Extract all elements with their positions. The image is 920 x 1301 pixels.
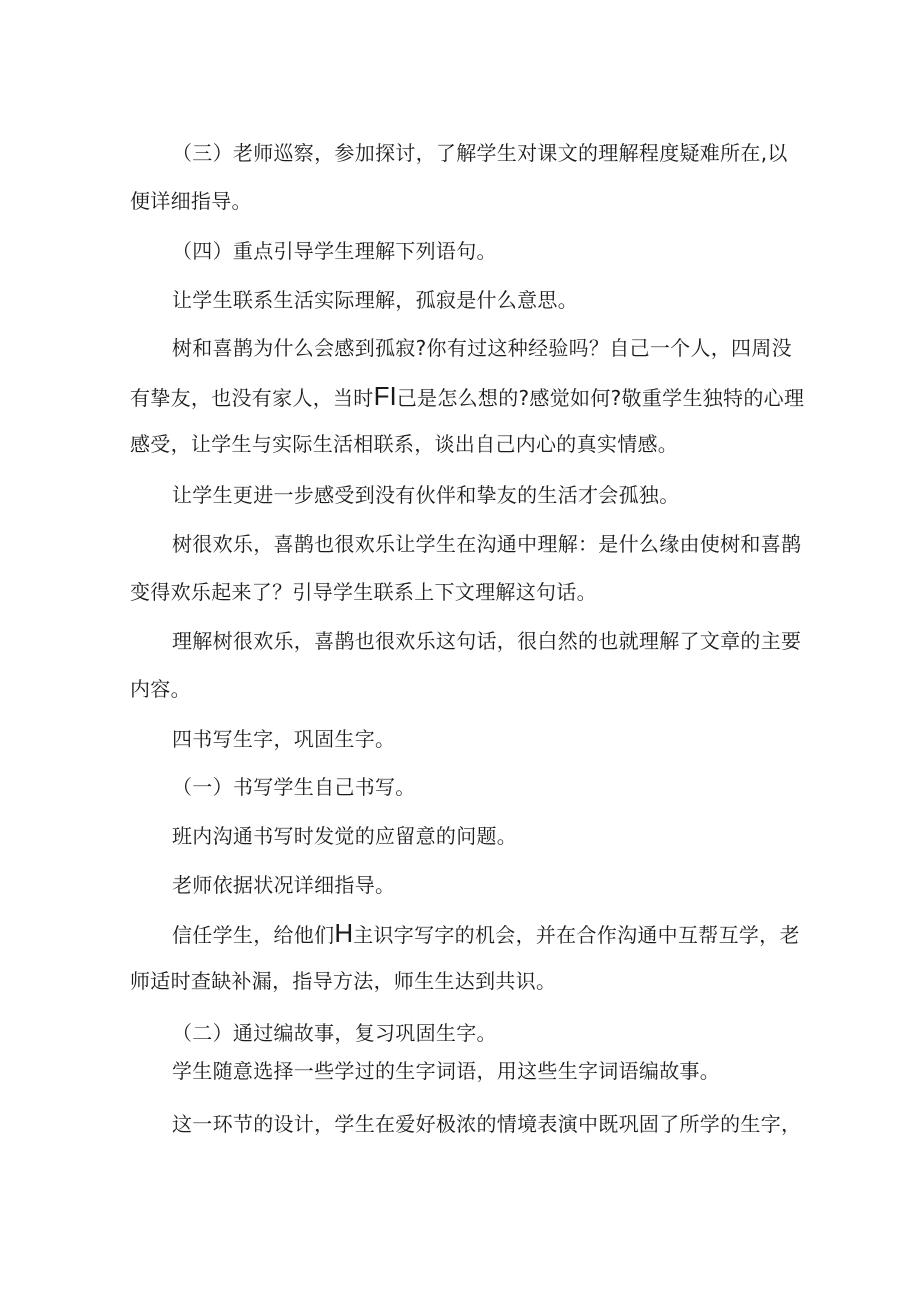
paragraph [130, 139, 798, 235]
paragraph [130, 725, 798, 773]
paragraph [130, 530, 802, 626]
text-line: （四）重点引导学生理解下列语句。 [172, 239, 497, 263]
paragraph [130, 871, 798, 919]
paragraph [130, 1110, 802, 1158]
text-line: 老师依据状况详细指导。 [172, 873, 396, 897]
text-line: 便详细指导。 [130, 189, 252, 213]
text-line: 变得欢乐起来了？引导学生联系上下文理解这句话。 [130, 580, 597, 604]
text-line: 四书写生字，巩固生字。 [172, 727, 396, 751]
text-line: 感受，让学生与实际生活相联系，谈出自己内心的真实情感。 [130, 432, 679, 456]
paragraph [130, 237, 798, 285]
paragraph [130, 1057, 798, 1105]
paragraph [130, 822, 798, 870]
paragraph [130, 919, 798, 1015]
text-line: （一）书写学生自己书写。 [172, 775, 416, 799]
text-line: 学生随意选择一些学过的生字词语，用这些生字词语编故事。 [172, 1059, 721, 1083]
text-line: 让学生更进一步感受到没有伙伴和挚友的生活才会孤独。 [172, 483, 680, 507]
text-line: 树和喜鹊为什么会感到孤寂?你有过这种经验吗？自己一个人，四周没 [172, 336, 792, 360]
text-line: 树很欢乐，喜鹊也很欢乐让学生在沟通中理解：是什么缘由使树和喜鹊 [172, 532, 802, 556]
text-line: 有挚友，也没有家人，当时FI己是怎么想的?感觉如何?敬重学生独特的心理 [130, 381, 805, 411]
text-line: （二）通过编故事，复习巩固生字。 [172, 1021, 497, 1045]
text-line: 让学生联系生活实际理解，孤寂是什么意思。 [172, 288, 578, 312]
text-line: 理解树很欢乐，喜鹊也很欢乐这句话，很白然的也就理解了文章的主要 [172, 629, 802, 653]
text-line: 师适时查缺补漏，指导方法，师生生达到共识。 [130, 969, 557, 993]
text-line: 信任学生，给他们H主识字写字的机会，并在合作沟通中互帮互学，老 [172, 918, 800, 948]
text-line: 内容。 [130, 677, 191, 701]
text-line: （三）老师巡察，参加探讨，了解学生对课文的理解程度疑难所在,以 [172, 141, 788, 165]
text-line: 这一环节的设计，学生在爱好极浓的情境表演中既巩固了所学的生字， [172, 1112, 802, 1136]
text-line: 班内沟通书写时发觉的应留意的问题。 [172, 824, 518, 848]
paragraph [130, 773, 798, 821]
latin-glyph: H [334, 918, 354, 948]
paragraph [130, 481, 798, 529]
latin-glyph: FI [373, 381, 397, 411]
paragraph [130, 334, 805, 478]
paragraph [130, 627, 802, 723]
paragraph [130, 286, 798, 334]
